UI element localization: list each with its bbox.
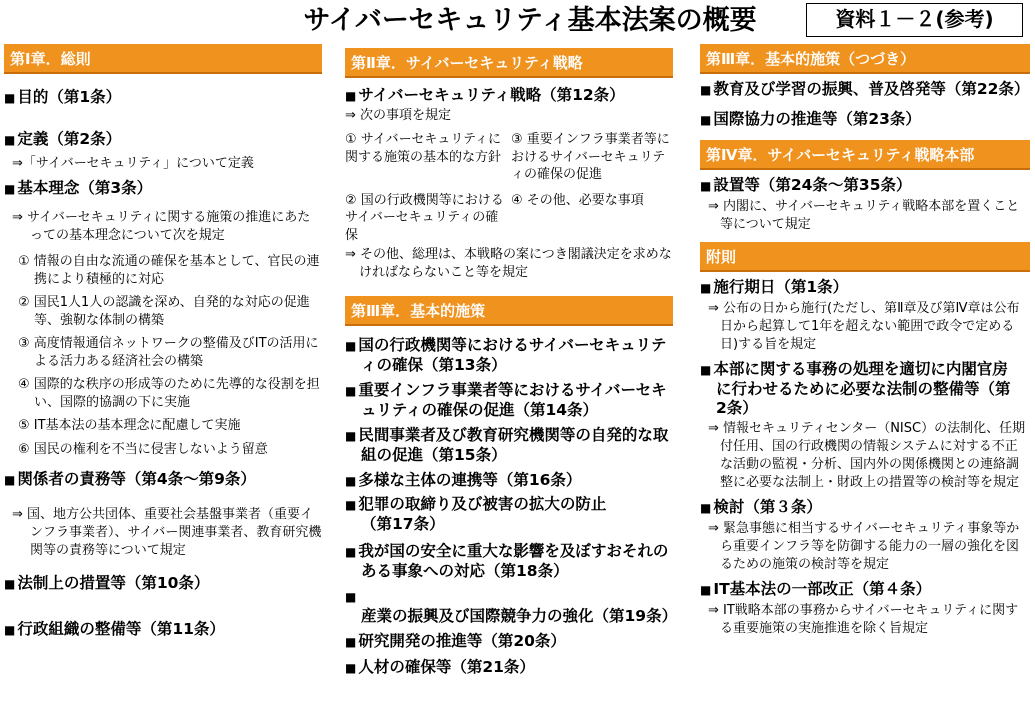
reference-label: 資料１－２(参考)	[806, 3, 1023, 37]
principle-2: ② 国民1人1人の認識を深め、自発的な対応の促進等、強靭な体制の構築	[18, 295, 310, 328]
measure-21: ■ 人材の確保等（第21条）	[345, 658, 673, 678]
item-definition: ■ 定義（第2条）	[4, 130, 322, 150]
measure-19: ■ 産業の振興及び国際競争力の強化（第19条）	[345, 587, 673, 626]
chapter-2-heading: 第Ⅱ章．サイバーセキュリティ戦略	[345, 48, 673, 78]
item-effective-date: ■ 施行期日（第1条）	[700, 278, 1030, 298]
strategy-item-2: ② 国の行政機関等におけるサイバーセキュリティの確保	[345, 192, 504, 243]
strategy-note: ⇒ 次の事項を規定	[345, 108, 452, 123]
strategy-item-1: ① サイバーセキュリティに関する施策の基本的な方針	[345, 132, 502, 165]
column-strategy	[345, 44, 678, 678]
item-hq-legislation: ■ 本部に関する事務の処理を適切に内閣官房に行わせるために必要な法制の整備等（第2条）	[700, 360, 1030, 418]
item-strategy: ■ サイバーセキュリティ戦略（第12条）	[345, 86, 673, 106]
principle-6: ⑥ 国民の権利を不当に侵害しないよう留意	[18, 441, 268, 457]
strategy-item-4: ④ その他、必要な事項	[511, 192, 644, 208]
item-it-law-amendment: ■ IT基本法の一部改正（第４条）	[700, 580, 1030, 600]
hq-note: ⇒ 情報セキュリティセンター（NISC）の法制化、任期付任用、国の行政機関の情報システムに対する不正な活動の監視・分析、国内外の関係機関との連絡調整に必要な法制上・財政上の措置等の検討等を規定	[708, 421, 1026, 490]
measure-20: ■ 研究開発の推進等（第20条）	[345, 632, 673, 652]
item-setup: ■ 設置等（第24条～第35条）	[700, 176, 1030, 196]
strategy-items-grid	[345, 131, 673, 244]
measure-16: ■ 多様な主体の連携等（第16条）	[345, 471, 673, 491]
item-legal-measures: ■ 法制上の措置等（第10条）	[4, 574, 322, 594]
chapter-1-heading: 第Ⅰ章．総則	[4, 44, 322, 74]
principle-note: ⇒ サイバーセキュリティに関する施策の推進にあたっての基本理念について次を規定	[12, 210, 311, 243]
strategy-note-2: ⇒ その他、総理は、本戦略の案につき閣議決定を求めなければならないこと等を規定	[345, 247, 672, 280]
chapter-4-heading: 第Ⅳ章．サイバーセキュリティ戦略本部	[700, 140, 1030, 170]
measure-13: ■ 国の行政機関等におけるサイバーセキュリティの確保（第13条）	[345, 336, 673, 375]
item-education: ■ 教育及び学習の振興、普及啓発等（第22条）	[700, 80, 1030, 100]
principle-3: ③ 高度情報通信ネットワークの整備及びITの活用による活力ある経済社会の構築	[18, 336, 319, 369]
measure-14: ■ 重要インフラ事業者等におけるサイバーセキュリティの確保の促進（第14条）	[345, 381, 673, 420]
effective-note: ⇒ 公布の日から施行(ただし、第Ⅱ章及び第Ⅳ章は公布日から起算して1年を超えない範囲で政令で定める日)する旨を規定	[708, 301, 1020, 352]
it-note: ⇒ IT戦略本部の事務からサイバーセキュリティに関する重要施策の実施推進を除く旨規定	[708, 603, 1019, 636]
measure-17: ■ 犯罪の取締り及び被害の拡大の防止（第17条）	[345, 495, 673, 534]
definition-note: ⇒「サイバーセキュリティ」について定義	[12, 156, 254, 171]
review-note: ⇒ 緊急事態に相当するサイバーセキュリティ事象等から重要インフラ等を防御する能力の一層の強化を図るための施策の検討等を規定	[708, 521, 1020, 572]
item-purpose: ■ 目的（第1条）	[4, 88, 322, 108]
duties-note: ⇒ 国、地方公共団体、重要社会基盤事業者（重要インフラ事業者）、サイバー関連事業者、教育研究機関等の責務等について規定	[12, 507, 322, 558]
strategy-item-3: ③ 重要インフラ事業者等におけるサイバーセキュリティの確保の促進	[511, 132, 670, 182]
column-continued	[700, 44, 1030, 638]
measure-18: ■ 我が国の安全に重大な影響を及ぼすおそれのある事象への対応（第18条）	[345, 542, 673, 581]
column-general-provisions	[4, 44, 322, 640]
supplementary-heading: 附則	[700, 242, 1030, 272]
chapter-3-continued-heading: 第Ⅲ章．基本的施策（つづき）	[700, 44, 1030, 74]
item-duties: ■ 関係者の責務等（第4条～第9条）	[4, 470, 322, 490]
principle-4: ④ 国際的な秩序の形成等のために先導的な役割を担い、国際的協調の下に実施	[18, 377, 320, 410]
item-review: ■ 検討（第３条）	[700, 498, 1030, 518]
item-international: ■ 国際協力の推進等（第23条）	[700, 110, 1030, 130]
item-admin-organization: ■ 行政組織の整備等（第11条）	[4, 620, 322, 640]
principle-1: ① 情報の自由な流通の確保を基本として、官民の連携により積極的に対応	[18, 254, 320, 287]
setup-note: ⇒ 内閣に、サイバーセキュリティ戦略本部を置くこと等について規定	[708, 199, 1020, 232]
measure-15: ■ 民間事業者及び教育研究機関等の自発的な取組の促進（第15条）	[345, 426, 673, 465]
chapter-3-heading: 第Ⅲ章．基本的施策	[345, 296, 673, 326]
principle-5: ⑤ IT基本法の基本理念に配慮して実施	[18, 418, 241, 433]
page-title: サイバーセキュリティ基本法案の概要	[303, 5, 757, 36]
item-basic-principle: ■ 基本理念（第3条）	[4, 179, 322, 199]
